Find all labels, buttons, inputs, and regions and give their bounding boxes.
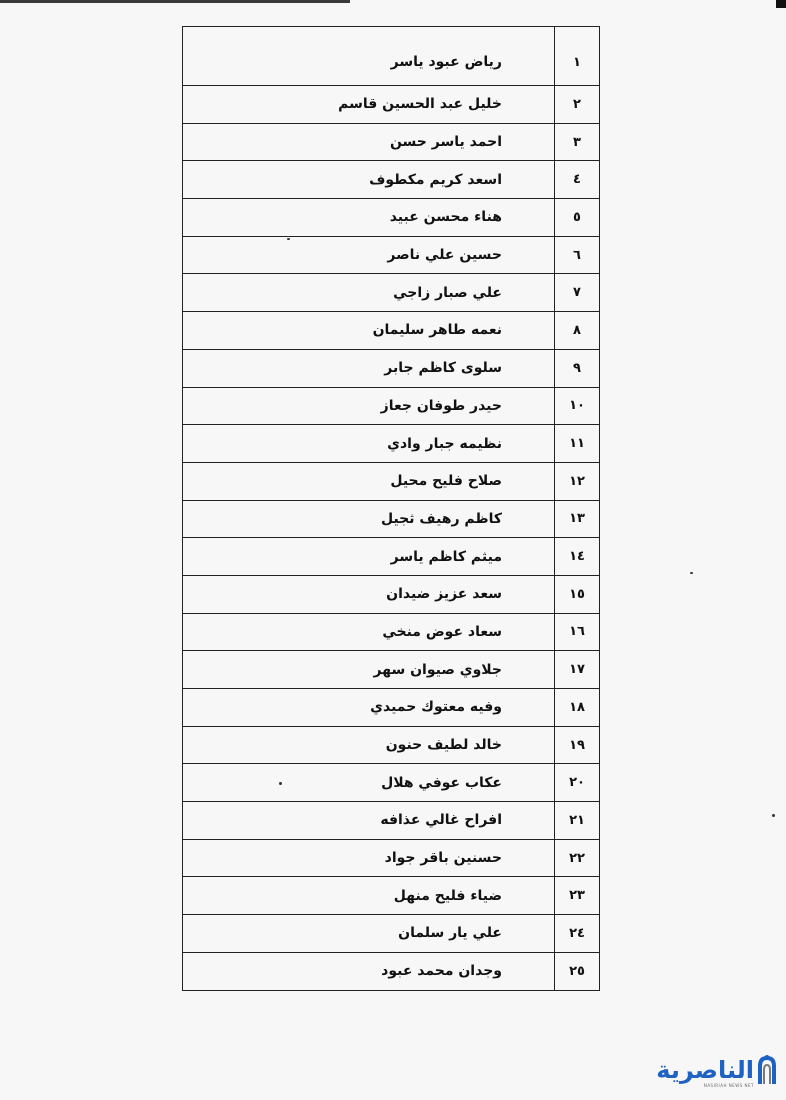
person-name: ميثم كاظم ياسر — [183, 538, 555, 576]
table-row — [183, 802, 600, 840]
person-name: افراح غالي عذافه — [183, 802, 555, 840]
person-name: نظيمه جبار وادي — [183, 425, 555, 463]
person-name: جلاوي صيوان سهر — [183, 651, 555, 689]
row-number: ١٢ — [555, 462, 600, 500]
row-number: ١٦ — [555, 613, 600, 651]
row-number: ٨ — [555, 312, 600, 350]
row-number: ٢٢ — [555, 839, 600, 877]
person-name: رياض عبود ياسر — [183, 27, 555, 86]
person-name: حسنين باقر جواد — [183, 839, 555, 877]
scan-edge-top — [0, 0, 350, 3]
table-row — [183, 613, 600, 651]
person-name: علي صبار زاجي — [183, 274, 555, 312]
logo-text: الناصرية — [656, 1056, 754, 1084]
row-number: ١٩ — [555, 726, 600, 764]
row-number: ١٣ — [555, 500, 600, 538]
logo-emblem-icon — [754, 1054, 780, 1088]
table-row — [183, 349, 600, 387]
table-row — [183, 462, 600, 500]
person-name: حيدر طوفان جعاز — [183, 387, 555, 425]
person-name: سلوى كاظم جابر — [183, 349, 555, 387]
table-row — [183, 952, 600, 990]
row-number: ٢١ — [555, 802, 600, 840]
person-name: وفيه معتوك حميدي — [183, 689, 555, 727]
row-number: ١١ — [555, 425, 600, 463]
table-row — [183, 312, 600, 350]
table-row — [183, 689, 600, 727]
person-name: خليل عبد الحسين قاسم — [183, 86, 555, 124]
person-name: احمد ياسر حسن — [183, 123, 555, 161]
person-name: خالد لطيف حنون — [183, 726, 555, 764]
table-row — [183, 651, 600, 689]
person-name: كاظم رهيف ثجيل — [183, 500, 555, 538]
logo-tagline: NASIRIAH NEWS NET — [703, 1083, 754, 1088]
person-name: عكاب عوفي هلال — [183, 764, 555, 802]
table-row — [183, 538, 600, 576]
speck — [690, 572, 693, 574]
person-name: هناء محسن عبيد — [183, 199, 555, 237]
person-name: صلاح فليح محيل — [183, 462, 555, 500]
person-name: سعد عزيز ضيدان — [183, 575, 555, 613]
table-row — [183, 123, 600, 161]
person-name: وجدان محمد عبود — [183, 952, 555, 990]
row-number: ٤ — [555, 161, 600, 199]
table-body — [183, 27, 600, 991]
row-number: ٩ — [555, 349, 600, 387]
table-row — [183, 726, 600, 764]
table-row — [183, 274, 600, 312]
row-number: ٣ — [555, 123, 600, 161]
row-number: ١٧ — [555, 651, 600, 689]
table-row — [183, 915, 600, 953]
table-row — [183, 575, 600, 613]
table-row — [183, 387, 600, 425]
table-row — [183, 425, 600, 463]
person-name: علي يار سلمان — [183, 915, 555, 953]
row-number: ٢٠ — [555, 764, 600, 802]
table-row — [183, 764, 600, 802]
row-number: ٢ — [555, 86, 600, 124]
table-row — [183, 86, 600, 124]
table-row — [183, 161, 600, 199]
table-row — [183, 877, 600, 915]
row-number: ٢٥ — [555, 952, 600, 990]
row-number: ٢٤ — [555, 915, 600, 953]
person-name: ضياء فليح منهل — [183, 877, 555, 915]
row-number: ٥ — [555, 199, 600, 237]
row-number: ١٤ — [555, 538, 600, 576]
person-name: نعمه طاهر سليمان — [183, 312, 555, 350]
row-number: ١٨ — [555, 689, 600, 727]
names-table — [182, 26, 600, 991]
person-name: حسين علي ناصر — [183, 236, 555, 274]
row-number: ١٥ — [555, 575, 600, 613]
speck — [772, 814, 775, 817]
row-number: ٧ — [555, 274, 600, 312]
row-number: ١٠ — [555, 387, 600, 425]
site-logo — [650, 1052, 780, 1092]
table-row — [183, 839, 600, 877]
table-row — [183, 27, 600, 86]
row-number: ٦ — [555, 236, 600, 274]
table-row — [183, 500, 600, 538]
person-name: اسعد كريم مكطوف — [183, 161, 555, 199]
table-row — [183, 236, 600, 274]
row-number: ١ — [555, 27, 600, 86]
row-number: ٢٣ — [555, 877, 600, 915]
person-name: سعاد عوض منخي — [183, 613, 555, 651]
scan-edge-corner — [776, 0, 786, 8]
table-row — [183, 199, 600, 237]
